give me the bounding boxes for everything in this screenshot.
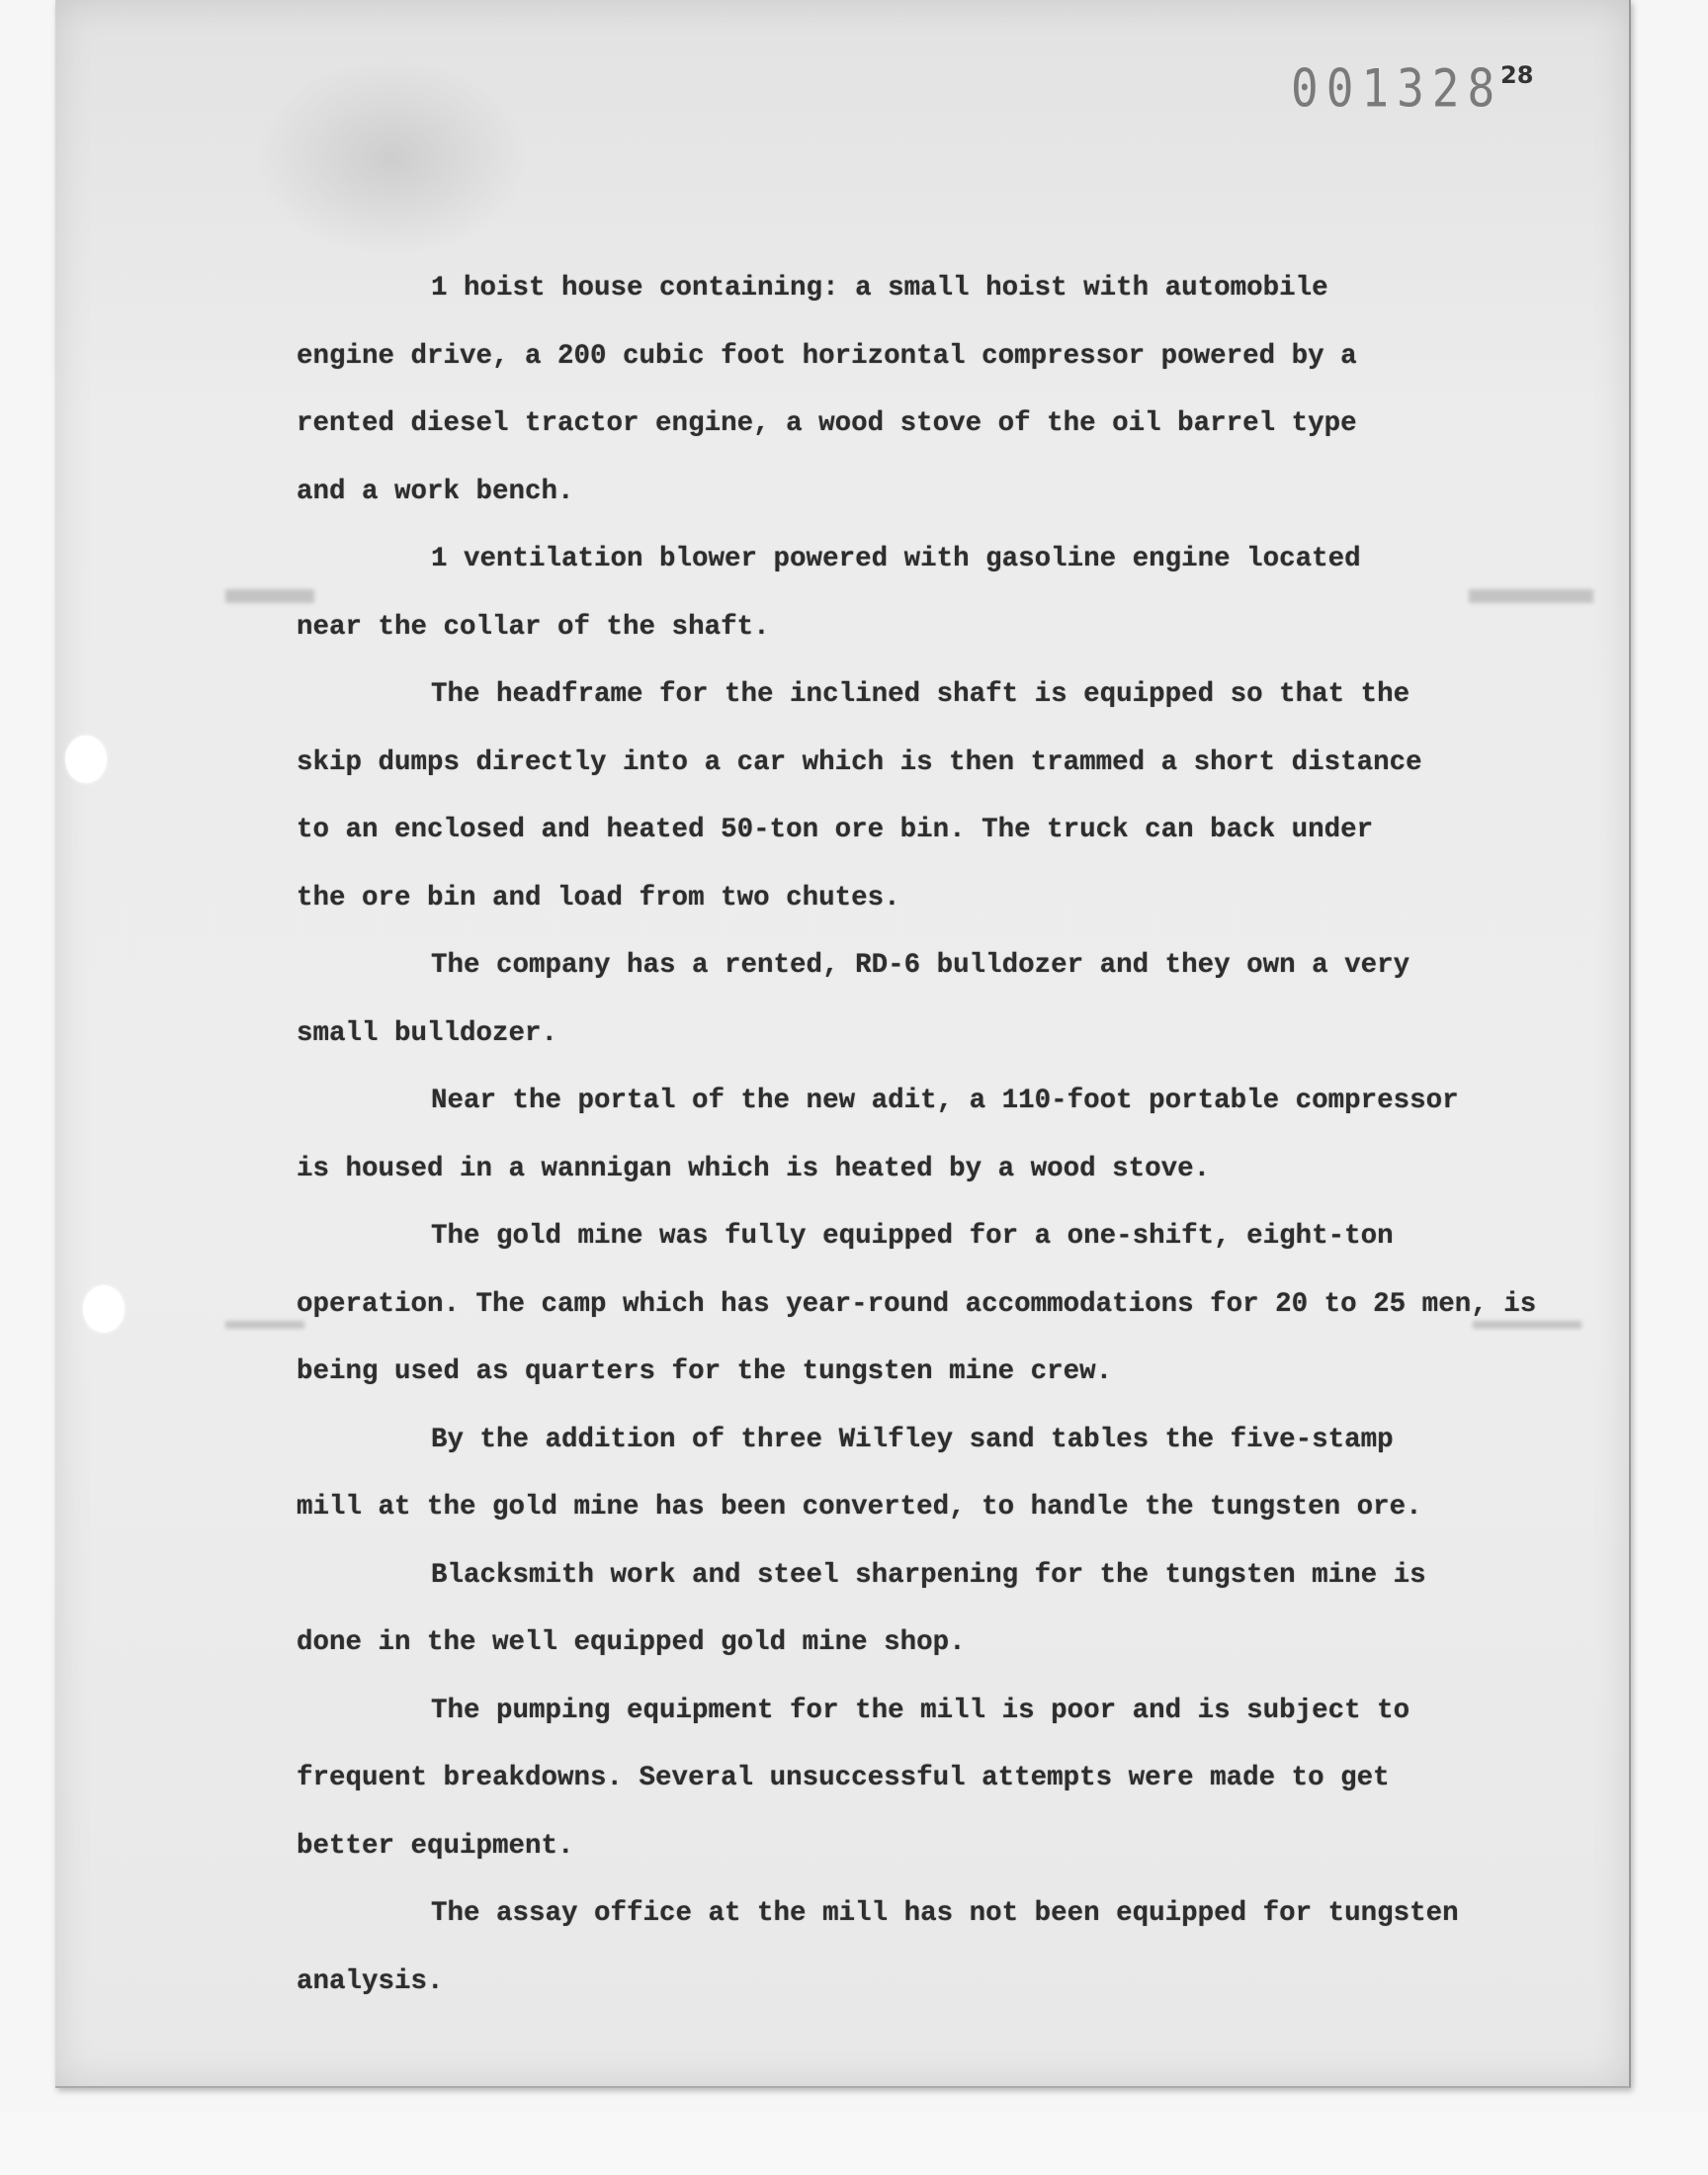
punch-hole bbox=[83, 1285, 125, 1333]
page-number: 28 bbox=[1500, 61, 1534, 89]
paragraph-hoist-house: 1 hoist house containing: a small hoist with automobile engine drive, a 200 cubic foot horizontal compressor powered by a rented diesel tractor engine, a wood stove of the oil barrel type and a work bench. bbox=[297, 273, 1357, 507]
paragraph-compressor: Near the portal of the new adit, a 110-foot portable compressor is housed in a wannigan which is heated by a wood stove. bbox=[297, 1086, 1459, 1184]
punch-hole bbox=[65, 736, 107, 783]
paragraph-ventilation-blower: 1 ventilation blower powered with gasoline engine located near the collar of the shaft. bbox=[297, 544, 1361, 643]
bleed-through-mark bbox=[225, 1321, 304, 1329]
document-stamp-number: 001328 bbox=[1291, 56, 1503, 120]
paragraph-wilfley-tables: By the addition of three Wilfley sand tables the five-stamp mill at the gold mine has been converted, to handle the tungsten ore. bbox=[297, 1424, 1422, 1522]
scan-bottom-margin bbox=[0, 2112, 1708, 2175]
paragraph-assay-office: The assay office at the mill has not been equipped for tungsten analysis. bbox=[297, 1898, 1459, 1997]
paragraph-pumping: The pumping equipment for the mill is poor and is subject to frequent breakdowns. Several unsuccessful attempts were made to get better equipment. bbox=[297, 1695, 1410, 1862]
paragraph-headframe: The headframe for the inclined shaft is equipped so that the skip dumps directly into a car which is then trammed a short distance to an enclosed and heated 50-ton ore bin. The truck can back under the ore bin and load from two chutes. bbox=[297, 679, 1422, 914]
body-text bbox=[297, 255, 1601, 2016]
smudge-mark bbox=[253, 59, 530, 257]
paragraph-blacksmith: Blacksmith work and steel sharpening for the tungsten mine is done in the well equipped gold mine shop. bbox=[297, 1559, 1426, 1658]
paragraph-gold-mine: The gold mine was fully equipped for a one-shift, eight-ton operation. The camp which has year-round accommodations for 20 to 25 men, is being used as quarters for the tungsten mine crew. bbox=[297, 1221, 1537, 1387]
paragraph-bulldozer: The company has a rented, RD-6 bulldozer and they own a very small bulldozer. bbox=[297, 950, 1410, 1049]
